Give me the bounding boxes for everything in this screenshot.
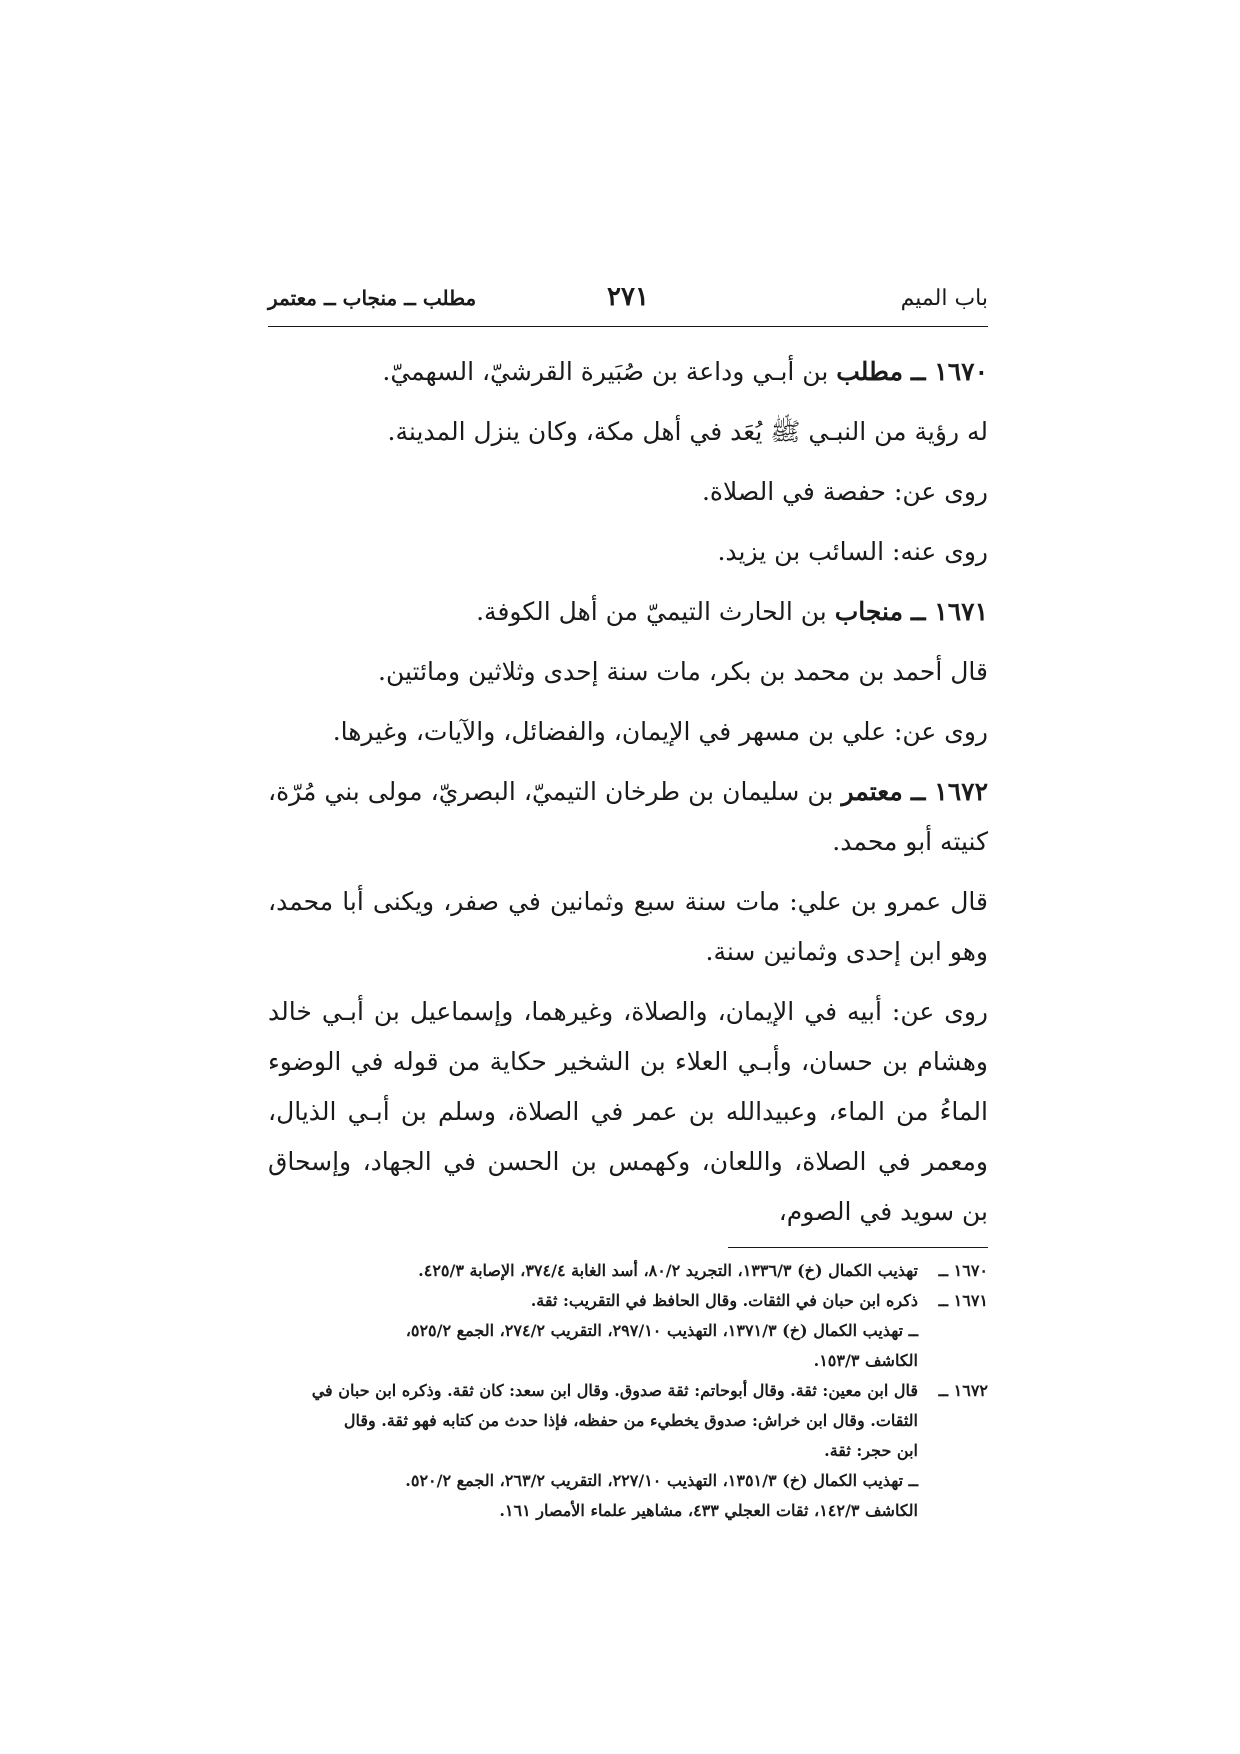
footnote-line: قال ابن معين: ثقة. وقال أبوحاتم: ثقة صدوق. وقال ابن سعد: كان ثقة. وذكره ابن حبان في <box>311 1381 918 1400</box>
footnote-line: تهذيب الكمال (خ) ١٣٣٦/٣، التجريد ٨٠/٢، أسد الغابة ٣٧٤/٤، الإصابة ٤٢٥/٣. <box>418 1261 918 1280</box>
footnote <box>268 1256 988 1286</box>
entry-paragraph: روى عنه: السائب بن يزيد. <box>717 537 988 566</box>
entry-name: معتمر <box>841 777 903 806</box>
footnote-line: ــ تهذيب الكمال (خ) ١٣٥١/٣، التهذيب ٢٢٧/١٠، التقريب ٢٦٣/٢، الجمع ٥٢٠/٢. <box>405 1471 918 1490</box>
footnote-line: الكاشف ١٥٣/٣. <box>813 1351 918 1370</box>
page-number: ٢٧١ <box>607 282 649 312</box>
footnote <box>268 1466 988 1526</box>
footnote-body <box>268 1376 918 1466</box>
entry-name: مطلب <box>836 357 903 386</box>
footnotes <box>268 1256 988 1526</box>
entry-name: منجاب <box>834 597 903 626</box>
footnote <box>268 1376 988 1466</box>
footnote-number <box>918 1316 988 1376</box>
entry-heading <box>268 767 988 867</box>
footnote-body <box>268 1316 918 1376</box>
footnote-body <box>268 1286 918 1316</box>
entry-number: ١٦٧٢ ــ <box>910 777 988 806</box>
footnote-number <box>918 1466 988 1526</box>
entry-number: ١٦٧٠ ــ <box>910 357 988 386</box>
footnote-separator <box>728 1247 988 1248</box>
page-entries-title: مطلب ــ منجاب ــ معتمر <box>268 286 477 310</box>
main-text <box>268 347 988 1237</box>
footnote <box>268 1286 988 1316</box>
chapter-title: باب الميم <box>900 286 988 311</box>
entry-heading <box>268 587 988 637</box>
footnote <box>268 1316 988 1376</box>
footnote-body <box>268 1466 918 1526</box>
running-head <box>268 280 988 327</box>
footnote-line: ذكره ابن حبان في الثقات. وقال الحافظ في التقريب: ثقة. <box>530 1291 918 1310</box>
entry-paragraph: قال عمرو بن علي: مات سنة سبع وثمانين في صفر، ويكنى أبا محمد، وهو ابن إحدى وثمانين سنة. <box>268 887 988 966</box>
footnote-body <box>268 1256 918 1286</box>
footnote-line: الكاشف ١٤٢/٣، ثقات العجلي ٤٣٣، مشاهير علماء الأمصار ١٦١. <box>499 1501 918 1520</box>
entry-heading <box>268 347 988 397</box>
entry-paragraph: روى عن: أبيه في الإيمان، والصلاة، وغيرهما، وإسماعيل بن أبـي خالد وهشام بن حسان، وأبـي العلاء بن الشخير حكاية من قوله في الوضوء الماءُ من الماء، وعبيدالله بن عمر في الصلاة، وسلم بن أبـي الذيال، ومعمر في الصلاة، واللعان، وكهمس بن الحسن في الجهاد، وإسحاق بن سويد في الصوم، <box>268 997 988 1226</box>
book-page <box>268 280 988 1526</box>
entry-lineage: بن سليمان بن طرخان التيميّ، البصريّ، مولى بني مُرّة، كنيته أبو محمد. <box>268 777 988 856</box>
entry-lineage: بن أبـي وداعة بن صُبَيرة القرشيّ، السهميّ. <box>382 357 829 386</box>
entry-1672 <box>268 767 988 1237</box>
entry-number: ١٦٧١ ــ <box>910 597 988 626</box>
footnote-number: ١٦٧٠ ــ <box>938 1261 988 1280</box>
footnote-number: ١٦٧٢ ــ <box>938 1381 988 1400</box>
entry-paragraph: روى عن: حفصة في الصلاة. <box>701 477 988 506</box>
footnote-line: الثقات. وقال ابن خراش: صدوق يخطيء من حفظه، فإذا حدث من كتابه فهو ثقة. وقال <box>343 1411 918 1430</box>
entry-1670 <box>268 347 988 577</box>
entry-paragraph: قال أحمد بن محمد بن بكر، مات سنة إحدى وثلاثين ومائتين. <box>378 657 988 686</box>
footnote-line: ــ تهذيب الكمال (خ) ١٣٧١/٣، التهذيب ٢٩٧/١٠، التقريب ٢٧٤/٢، الجمع ٥٢٥/٢، <box>405 1321 918 1340</box>
entry-1671 <box>268 587 988 757</box>
entry-lineage: بن الحارث التيميّ من أهل الكوفة. <box>476 597 827 626</box>
footnote-line: ابن حجر: ثقة. <box>824 1441 918 1460</box>
entry-paragraph: له رؤية من النبـي ﷺ يُعَد في أهل مكة، وكان ينزل المدينة. <box>387 417 988 446</box>
footnote-number: ١٦٧١ ــ <box>938 1291 988 1310</box>
entry-paragraph: روى عن: علي بن مسهر في الإيمان، والفضائل، والآيات، وغيرها. <box>332 717 988 746</box>
